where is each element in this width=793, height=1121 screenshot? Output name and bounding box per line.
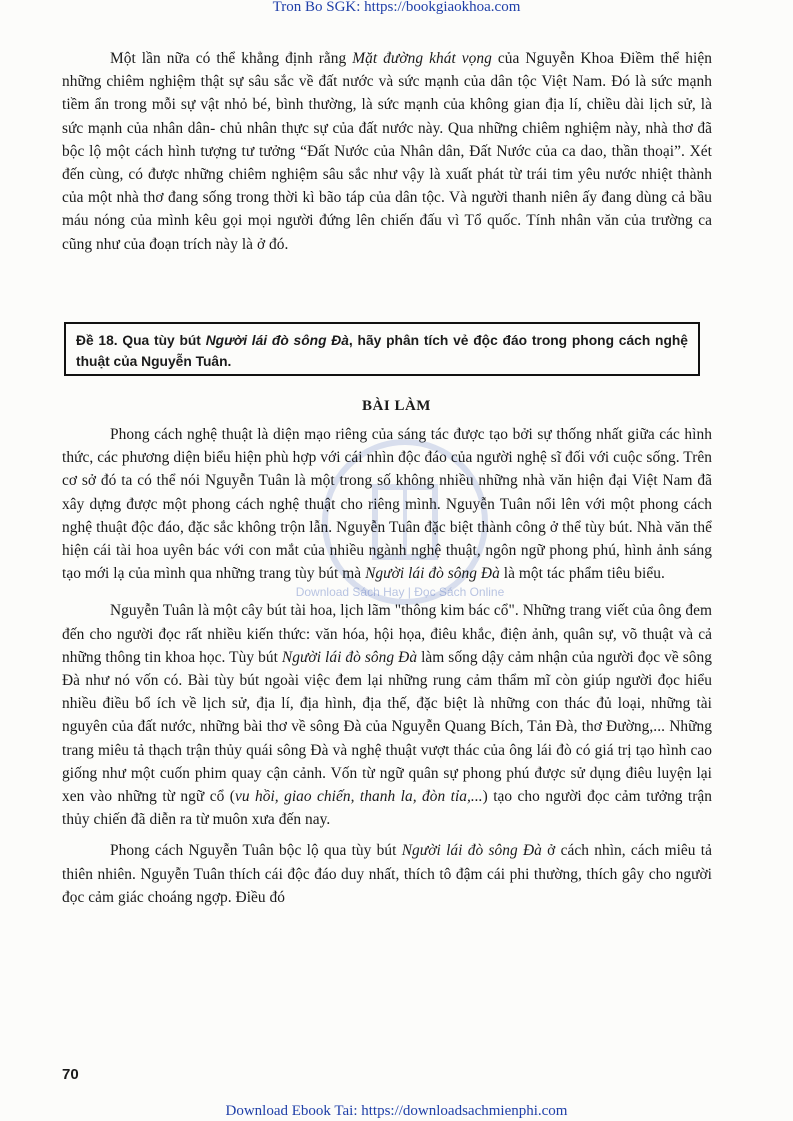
page-number: 70 — [62, 1066, 79, 1083]
para2-part-b: làm sống dậy cảm nhận của người đọc về sông Đà như nó vốn có. Bài tùy bút ngoài việc đem lại những rung cảm thẩm mĩ còn giúp người đọc hiểu nhiều điều bổ ích về lịch sử, địa lí, địa hình, địa thế, đặc biệt là những con thác đủ loại, những tài nguyên của đất nước, những bài thơ về sông Đà của Nguyễn Quang Bích, Tản Đà, thơ Đường,... Những trang miêu tả thạch trận thủy quái sông Đà và nghệ thuật vượt thác của ông lái đò có giá trị tạo hình cao giống như một cuốn phim quay cận cảnh. Vốn từ ngữ quân sự phong phú được sử dụng điêu luyện lại xen vào những từ ngữ cổ ( — [62, 648, 712, 806]
intro-lead: Một lần nữa có thể khẳng định rằng — [110, 50, 353, 67]
intro-paragraph-block — [62, 47, 712, 256]
intro-paragraph — [62, 47, 712, 256]
answer-paragraph-1 — [62, 423, 712, 585]
answer-heading: BÀI LÀM — [362, 398, 431, 414]
para2-work-title: Người lái đò sông Đà — [281, 648, 418, 666]
para3-part-a: Phong cách Nguyễn Tuân bộc lộ qua tùy bút — [110, 842, 402, 860]
para3-part-b: ở cách nhìn, cách miêu tả thiên nhiên. Nguyễn Tuân thích cái độc đáo duy nhất, thích tô đậm cái phi thường, thích gây cho người đọc cảm giác choáng ngợp. Điều đó — [62, 842, 712, 906]
para2-part-a: Nguyễn Tuân là một cây bút tài hoa, lịch lãm "thông kim bác cổ". Những trang viết của ông đem đến cho người đọc rất nhiều kiến thức: văn hóa, hội họa, điêu khắc, điện ảnh, quân sự, võ thuật và cả những thông tin khoa học. Tùy bút — [62, 602, 712, 666]
intro-body: của Nguyễn Khoa Điềm thể hiện những chiêm nghiệm thật sự sâu sắc về đất nước và sức mạnh của dân tộc Việt Nam. Đó là sức mạnh tiềm ẩn trong mỗi sự vật nhỏ bé, bình thường, là sức mạnh của không gian địa lí, chiều dài lịch sử, là sức mạnh của nhân dân- chủ nhân thực sự của đất nước này. Qua những chiêm nghiệm này, nhà thơ đã bộc lộ một cách hình tượng tư tưởng “Đất Nước của Nhân dân, Đất Nước của ca dao, thần thoại”. Xét đến cùng, có được những chiêm nghiệm sâu sắc như vậy là xuất phát từ trái tim yêu nước nhiệt thành của một nhà thơ đang sống trong thời kì bão táp của dân tộc. Và người thanh niên ấy đang dùng cả bầu máu nóng của mình kêu gọi mọi người đứng lên chiến đấu vì Tổ quốc. Tính nhân văn của trường ca cũng như của đoạn trích này là ở đó. — [62, 50, 712, 253]
para1-tail: là một tác phẩm tiêu biểu. — [499, 565, 665, 583]
question-box — [64, 322, 700, 376]
para3-work-title: Người lái đò sông Đà — [401, 842, 542, 860]
answer-block — [62, 423, 712, 909]
intro-work-title: Mặt đường khát vọng — [352, 50, 492, 67]
question-lead: Đề 18. Qua tùy bút — [76, 333, 206, 348]
question-work-title: Người lái đò sông Đà — [205, 333, 349, 348]
watermark-text: Download Sách Hay | Đọc Sách Online — [295, 585, 505, 599]
header-link[interactable]: Tron Bo SGK: https://bookgiaokhoa.com — [272, 0, 521, 15]
para2-part-c: ) tạo cho người đọc cảm tưởng trận thủy chiến đã diễn ra từ muôn xưa đến nay. — [62, 788, 713, 829]
para1-work-title: Người lái đò sông Đà — [365, 565, 500, 583]
answer-paragraph-2 — [62, 599, 712, 831]
question-tail: , hãy phân tích vẻ độc đáo trong phong cách nghệ thuật của Nguyễn Tuân. — [76, 333, 688, 369]
para2-archaic-terms: vu hồi, giao chiến, thanh la, đòn tỉa,... — [234, 788, 483, 806]
para1-lead: Phong cách nghệ thuật là diện mạo riêng của sáng tác được tạo bởi sự thống nhất giữa các hình thức, các phương diện biểu hiện phù hợp với cái nhìn độc đáo của người nghệ sĩ đối với cuộc sống. Trên cơ sở đó ta có thể nói Nguyễn Tuân là một trong số không nhiều những nhà văn hiện đại Việt Nam đã xây dựng được một phong cách nghệ thuật cho riêng mình. Nguyễn Tuân nổi lên với một phong cách nghệ thuật độc đáo, đặc sắc không trộn lẫn. Nguyễn Tuân đặc biệt thành công ở thể tùy bút. Nhà văn thể hiện cái tài hoa uyên bác với con mắt của nhiều ngành nghệ thuật, ngôn ngữ phong phú, hình ảnh sáng tạo mới lạ của mình qua những trang tùy bút mà — [62, 426, 712, 583]
answer-paragraph-3 — [62, 839, 712, 909]
footer-link[interactable]: Download Ebook Tai: https://downloadsachmienphi.com — [225, 1103, 568, 1119]
